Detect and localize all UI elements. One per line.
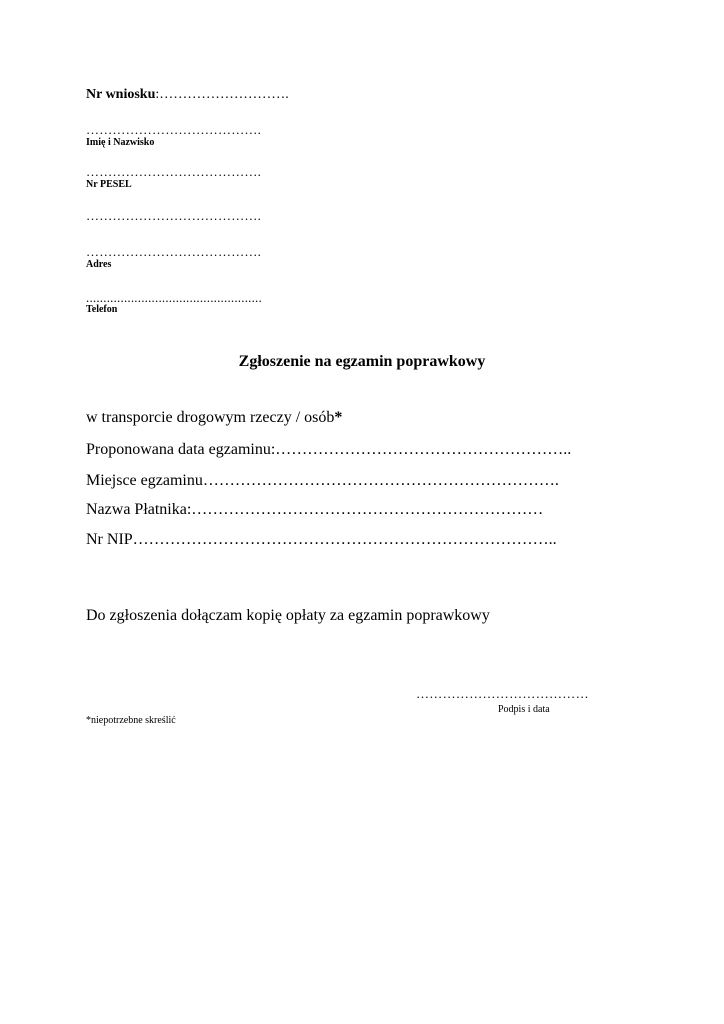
- exam-place-line: Miejsce egzaminu………………………………………………………….: [86, 472, 559, 489]
- address-field-1: ………………………………….: [86, 208, 262, 223]
- transport-line: [86, 408, 342, 428]
- name-caption: Imię i Nazwisko: [86, 137, 155, 148]
- pesel-caption: Nr PESEL: [86, 179, 132, 190]
- name-field: ………………………………….: [86, 122, 262, 137]
- address-field-2: ………………………………….: [86, 244, 262, 259]
- transport-asterisk: *: [334, 409, 343, 426]
- attachment-statement: Do zgłoszenia dołączam kopię opłaty za egzamin poprawkowy: [86, 607, 490, 624]
- application-number-label: Nr wniosku: [86, 87, 156, 102]
- address-caption: Adres: [86, 259, 112, 270]
- pesel-field: ………………………………….: [86, 164, 262, 179]
- document-title: Zgłoszenie na egzamin poprawkowy: [238, 353, 486, 370]
- footnote: *niepotrzebne skreślić: [86, 715, 176, 726]
- signature-caption: Podpis i data: [498, 704, 550, 715]
- application-number-line: [86, 86, 289, 104]
- payer-name-line: Nazwa Płatnika:…………………………………………………………: [86, 501, 544, 518]
- transport-text: w transporcie drogowym rzeczy / osób: [86, 409, 335, 426]
- proposed-date-line: Proponowana data egzaminu:………………………………………………..: [86, 441, 572, 458]
- application-number-field: :……………………….: [155, 87, 289, 102]
- phone-field: ...................................................: [86, 290, 262, 305]
- nip-line: Nr NIP……………………………………………………………………..: [86, 531, 557, 548]
- signature-field: …………………………………: [416, 686, 589, 701]
- phone-caption: Telefon: [86, 304, 118, 315]
